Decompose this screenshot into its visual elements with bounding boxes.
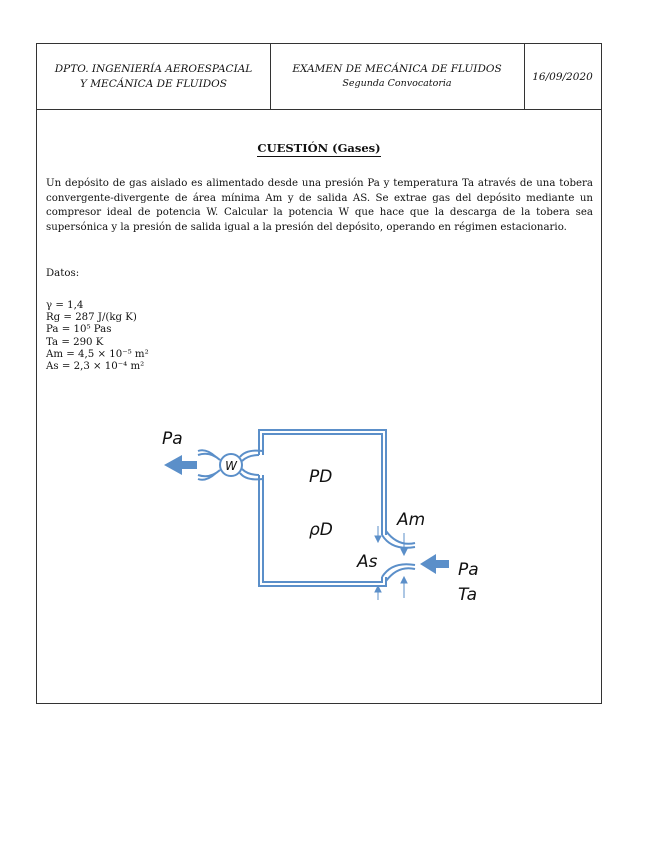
department-line-2: Y MECÁNICA DE FLUIDOS bbox=[80, 77, 227, 90]
tank-pressure-label: PD bbox=[309, 467, 333, 487]
outlet-pressure-label: Pa bbox=[162, 429, 183, 449]
tank-density-label: ρD bbox=[309, 520, 333, 540]
department-line-1: DPTO. INGENIERÍA AEROESPACIAL bbox=[54, 62, 253, 75]
exam-date: 16/09/2020 bbox=[532, 70, 593, 83]
throat-area-label: Am bbox=[397, 510, 426, 530]
outlet-arrow-icon bbox=[164, 455, 197, 475]
question-title: CUESTIÓN (Gases) bbox=[257, 141, 381, 155]
inlet-pressure-label: Pa bbox=[458, 560, 479, 580]
question-statement: Un depósito de gas aislado es alimentado desde una presión Pa y temperatura Ta através de una tobera convergente-divergente de área mínima Am y de salida AS. Se extrae gas del depósito mediante un compresor ideal de potencia W. Calcular la potencia W que hace que la descarga de la tobera sea supersónica y la presión de salida igual a la presión del depósito, operando en régimen estacionario. bbox=[46, 178, 593, 234]
exam-subtitle: Segunda Convocatoria bbox=[342, 78, 452, 89]
nozzle bbox=[382, 531, 415, 581]
data-item-ambient-pressure: Pa = 10⁵ Pas bbox=[46, 324, 112, 336]
data-item-throat-area: Am = 4,5 × 10⁻⁵ m² bbox=[46, 348, 149, 360]
inlet-temperature-label: Ta bbox=[458, 585, 478, 605]
exit-area-label: As bbox=[357, 552, 378, 572]
data-item-ambient-temperature: Ta = 290 K bbox=[46, 336, 104, 348]
compressor-label: W bbox=[225, 459, 237, 473]
inlet-arrow-icon bbox=[420, 554, 449, 574]
data-item-exit-area: As = 2,3 × 10⁻⁴ m² bbox=[46, 361, 145, 373]
data-item-gamma: γ = 1,4 bbox=[46, 300, 84, 311]
data-label: Datos: bbox=[46, 268, 80, 279]
exam-title: EXAMEN DE MECÁNICA DE FLUIDOS bbox=[292, 63, 502, 75]
data-item-gas-constant: Rg = 287 J/(kg K) bbox=[46, 312, 137, 324]
